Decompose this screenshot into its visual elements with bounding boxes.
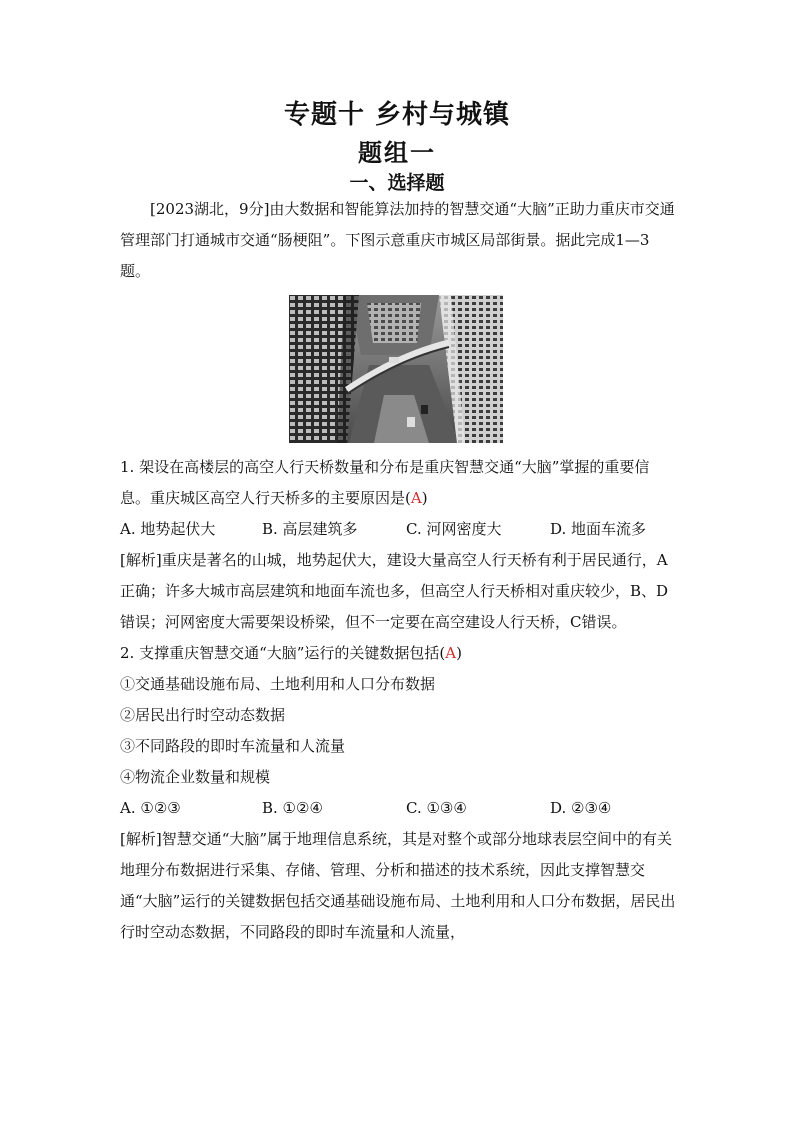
question-1-answer: A — [410, 489, 422, 507]
page-title: 专题十 乡村与城镇 — [283, 100, 511, 130]
page-subtitle: 题组一 — [358, 138, 436, 167]
question-2-analysis: [解析]智慧交通“大脑”属于地理信息系统，其是对整个或部分地球表层空间中的有关地理分布数据进行采集、存储、管理、分析和描述的技术系统，因此支撑智慧交通“大脑”运行的关键数据包括交通基础设施布局、土地利用和人口分布数据，居民出行时空动态数据，不同路段的即时车流量和人流量， — [120, 830, 676, 941]
questions-block — [120, 452, 678, 948]
q1-option-a: A. 地势起伏大 — [120, 520, 216, 538]
street-photo-icon — [289, 295, 503, 443]
q2-item-4: ④物流企业数量和规模 — [120, 768, 271, 786]
question-2-stem: 2. 支撑重庆智慧交通“大脑”运行的关键数据包括( — [120, 644, 446, 662]
q1-option-b: B. 高层建筑多 — [262, 520, 358, 538]
question-1-stem: 1. 架设在高楼层的高空人行天桥数量和分布是重庆智慧交通“大脑”掌握的重要信息。重庆城区高空人行天桥多的主要原因是( — [120, 458, 650, 507]
q1-option-c: C. 河网密度大 — [406, 520, 502, 538]
q2-option-b: B. ①②④ — [262, 799, 323, 817]
question-2-answer: A — [445, 644, 457, 662]
q2-option-c: C. ①③④ — [406, 799, 467, 817]
intro-block — [120, 194, 678, 287]
q2-item-3: ③不同路段的即时车流量和人流量 — [120, 737, 346, 755]
q1-option-d: D. 地面车流多 — [550, 520, 647, 538]
intro-paragraph: [2023湖北，9分]由大数据和智能算法加持的智慧交通“大脑”正助力重庆市交通管理部门打通城市交通“肠梗阻”。下图示意重庆市城区局部街景。据此完成1—3题。 — [120, 200, 675, 280]
question-2-options — [120, 793, 678, 824]
q2-item-2: ②居民出行时空动态数据 — [120, 706, 286, 724]
q2-option-a: A. ①②③ — [120, 799, 181, 817]
question-1-analysis: [解析]重庆是著名的山城，地势起伏大，建设大量高空人行天桥有利于居民通行，A正确；许多大城市高层建筑和地面车流也多，但高空人行天桥相对重庆较少，B、D错误；河网密度大需要架设桥梁，但不一定要在高空建设人行天桥，C错误。 — [120, 551, 669, 631]
section-heading: 一、选择题 — [349, 172, 445, 194]
question-2-close: ) — [456, 644, 462, 662]
question-1-close: ) — [421, 489, 428, 507]
street-photo — [289, 295, 503, 443]
question-1-options — [120, 514, 678, 545]
question-2 — [120, 638, 678, 669]
q2-option-d: D. ②③④ — [550, 799, 612, 817]
question-1 — [120, 452, 678, 514]
q2-item-1: ①交通基础设施布局、土地利用和人口分布数据 — [120, 675, 436, 693]
